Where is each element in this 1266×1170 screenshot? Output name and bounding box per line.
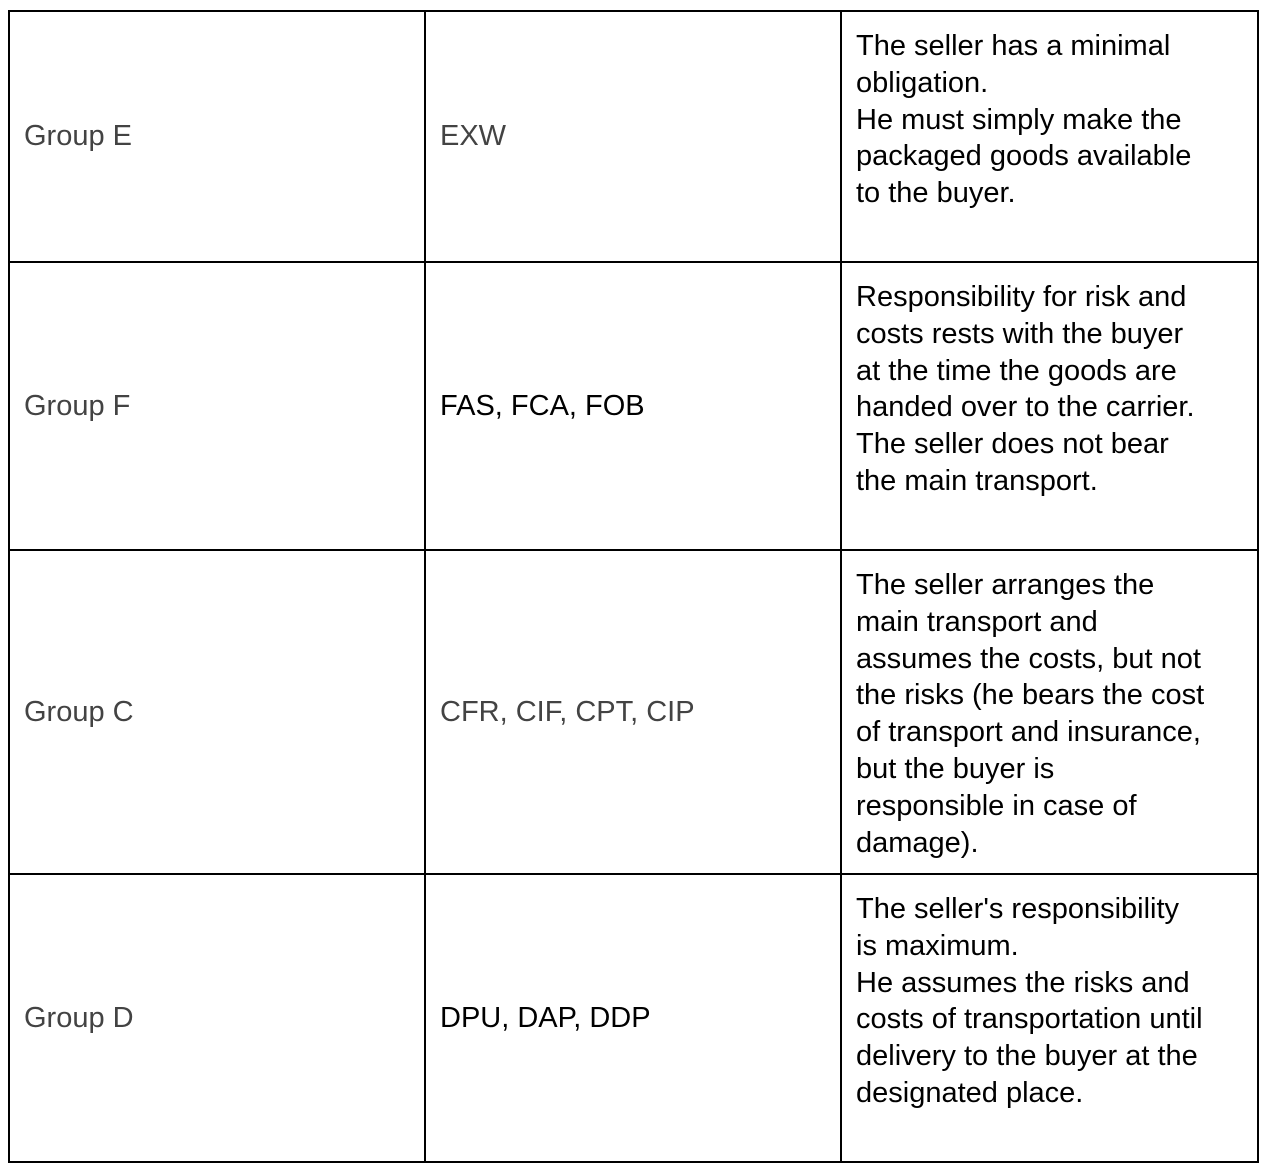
description-line: responsible in case of (856, 789, 1137, 822)
group-name-cell (9, 874, 425, 1162)
incoterms-cell (425, 874, 841, 1162)
group-name-cell (9, 550, 425, 874)
description-line: The seller arranges the (856, 569, 1155, 601)
incoterms-table-container (8, 10, 1259, 1163)
table-row-group-d (9, 874, 1258, 1162)
description-line: packaged goods available (856, 140, 1192, 173)
description-line: the risks (he bears the cost (856, 679, 1205, 712)
description-line: main transport and (856, 605, 1098, 638)
description-cell (841, 550, 1258, 874)
incoterms-cell (425, 262, 841, 550)
table-row-group-c (9, 550, 1258, 874)
description-cell (841, 874, 1258, 1162)
description-line: is maximum. (856, 929, 1019, 962)
description-line: assumes the costs, but not (856, 642, 1201, 675)
group-name: Group E (24, 120, 132, 153)
incoterms-cell (425, 11, 841, 262)
incoterms-list: EXW (440, 120, 507, 153)
group-name-cell (9, 262, 425, 550)
description-line: but the buyer is (856, 752, 1055, 785)
description-line: delivery to the buyer at the (856, 1040, 1198, 1073)
description-line: designated place. (856, 1076, 1084, 1109)
incoterms-list: FAS, FCA, FOB (440, 389, 645, 422)
description-line: The seller does not bear (856, 428, 1169, 461)
description-line: He assumes the risks and (856, 966, 1190, 999)
incoterms-cell (425, 550, 841, 874)
description-cell (841, 11, 1258, 262)
description-line: damage). (856, 826, 979, 859)
description-line: Responsibility for risk and (856, 281, 1187, 313)
description-line: obligation. (856, 66, 989, 99)
group-name: Group D (24, 1001, 134, 1034)
description-cell (841, 262, 1258, 550)
group-name: Group C (24, 695, 134, 728)
description-line: the main transport. (856, 464, 1098, 497)
incoterms-list: CFR, CIF, CPT, CIP (440, 695, 695, 728)
description-line: The seller's responsibility (856, 893, 1180, 925)
description-line: at the time the goods are (856, 354, 1177, 387)
group-name: Group F (24, 389, 131, 422)
description-line: costs rests with the buyer (856, 317, 1184, 350)
description-line: handed over to the carrier. (856, 391, 1195, 424)
table-row-group-f (9, 262, 1258, 550)
description-line: He must simply make the (856, 103, 1182, 136)
description-line: of transport and insurance, (856, 716, 1201, 749)
incoterms-list: DPU, DAP, DDP (440, 1001, 651, 1034)
description-line: costs of transportation until (856, 1003, 1203, 1036)
table-row-group-e (9, 11, 1258, 262)
description-line: to the buyer. (856, 177, 1016, 210)
incoterms-groups-table (8, 10, 1259, 1163)
group-name-cell (9, 11, 425, 262)
description-line: The seller has a minimal (856, 30, 1171, 62)
